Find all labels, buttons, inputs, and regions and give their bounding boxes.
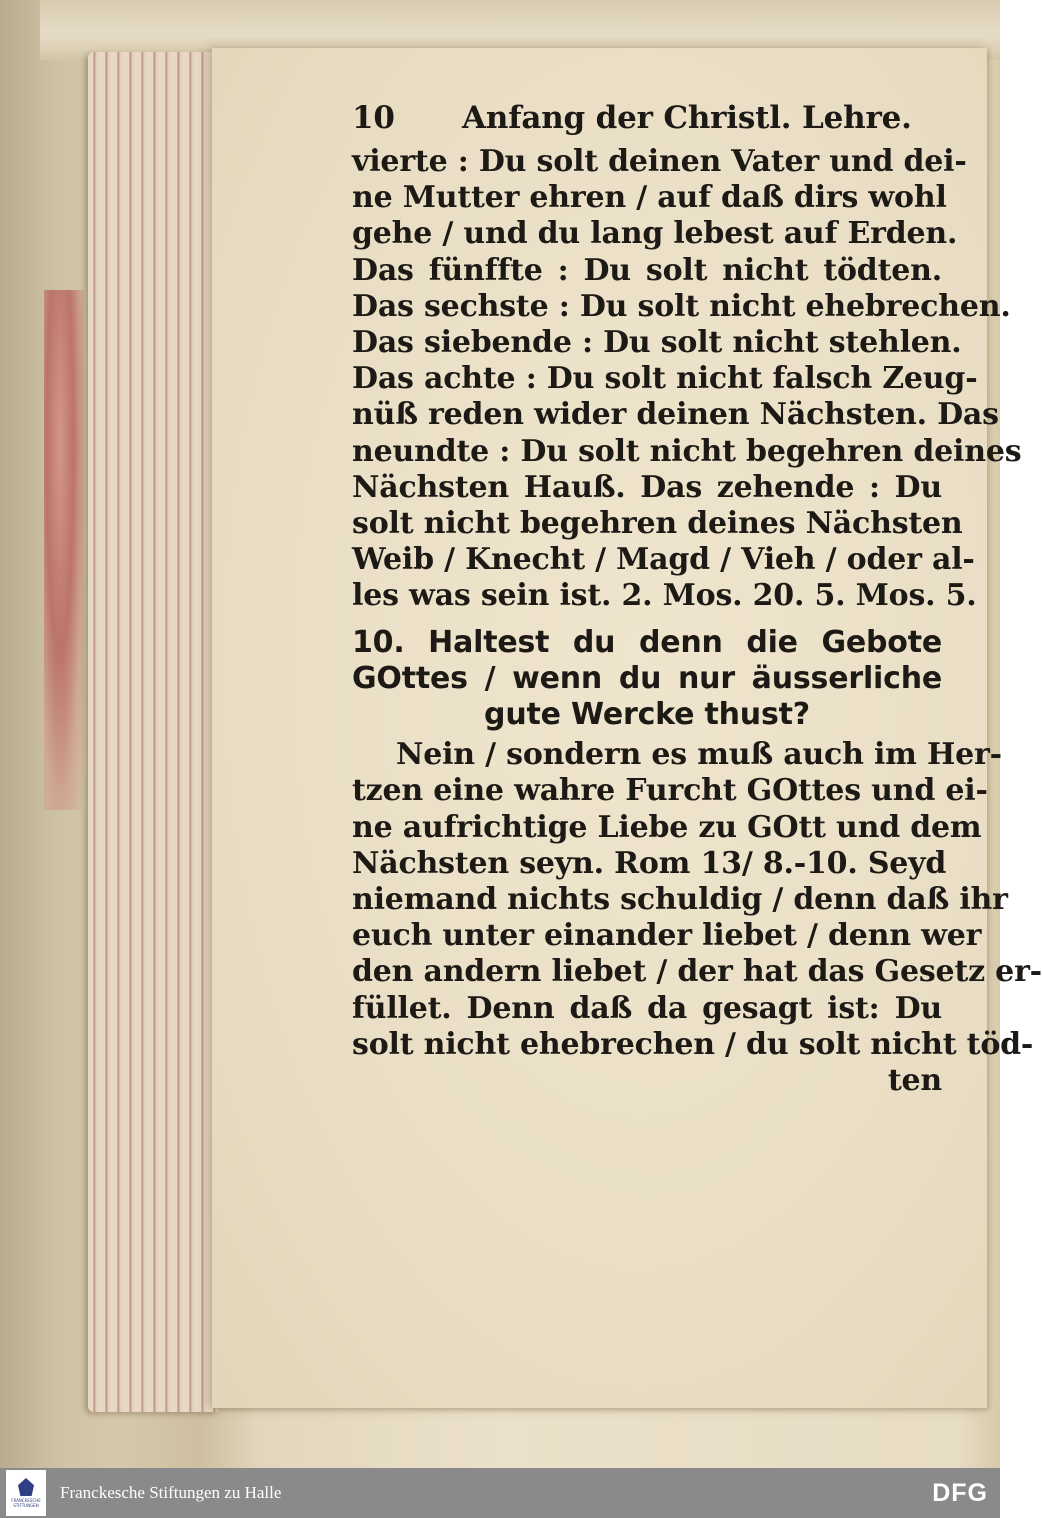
logo-text: FRANCKESCHE STIFTUNGEN [11,1498,41,1508]
running-head: Anfang der Christl. Lehre. [462,100,912,136]
catchword: ten [887,1063,942,1099]
question-line: GOttes / wenn du nur äusserliche [352,660,942,696]
text-line: solt nicht begehren deines Nächsten [352,506,963,542]
institution-name: Franckesche Stiftungen zu Halle [60,1483,282,1502]
question-line: gute Wercke thust? [484,697,810,733]
dfg-logo[interactable]: DFG [932,1478,988,1507]
text-line: Weib / Knecht / Magd / Vieh / oder al- [352,542,975,578]
text-line: neundte : Du solt nicht begehren deines [352,433,1022,469]
text-line: Nächsten Hauß. Das zehende : Du [352,469,942,505]
answer-line: ne aufrichtige Liebe zu GOtt und dem [352,809,982,845]
answer-line: euch unter einander liebet / denn wer [352,918,982,954]
page-text [352,100,1042,1099]
body-paragraph [352,144,1022,615]
text-line: gehe / und du lang lebest auf Erden. [352,216,958,252]
page-header [352,100,942,144]
text-line: nüß reden wider deinen Nächsten. Das [352,397,999,433]
answer-line: Nächsten seyn. Rom 13/ 8.-10. Seyd [352,845,947,881]
catechism-answer [352,737,1042,1099]
text-line: les was sein ist. 2. Mos. 20. 5. Mos. 5. [352,578,977,614]
catechism-question [352,625,942,734]
text-line: Das sechste : Du solt nicht ehebrechen. [352,288,1011,324]
answer-line: tzen eine wahre Furcht GOttes und ei- [352,773,988,809]
answer-line: niemand nichts schuldig / denn daß ihr [352,882,1008,918]
viewer-footer [0,1468,1000,1518]
text-line: Das fünffte : Du solt nicht tödten. [352,252,942,288]
page-number: 10 [352,100,395,136]
marbled-cover [44,290,84,810]
franckesche-logo[interactable] [6,1470,46,1516]
answer-line: den andern liebet / der hat das Gesetz er- [352,954,1042,990]
page-edges [88,52,218,1412]
answer-line: füllet. Denn daß da gesagt ist: Du [352,990,942,1026]
answer-line: solt nicht ehebrechen / du solt nicht töd- [352,1026,1034,1062]
question-line: 10. Haltest du denn die Gebote [352,624,942,660]
text-line: vierte : Du solt deinen Vater und dei- [352,144,967,179]
text-line: Das achte : Du solt nicht falsch Zeug- [352,361,978,397]
institution-emblem-icon [18,1478,34,1496]
answer-line: Nein / sondern es muß auch im Her- [396,737,1002,773]
text-line: Das siebende : Du solt nicht stehlen. [352,325,962,361]
text-line: ne Mutter ehren / auf daß dirs wohl [352,180,947,216]
